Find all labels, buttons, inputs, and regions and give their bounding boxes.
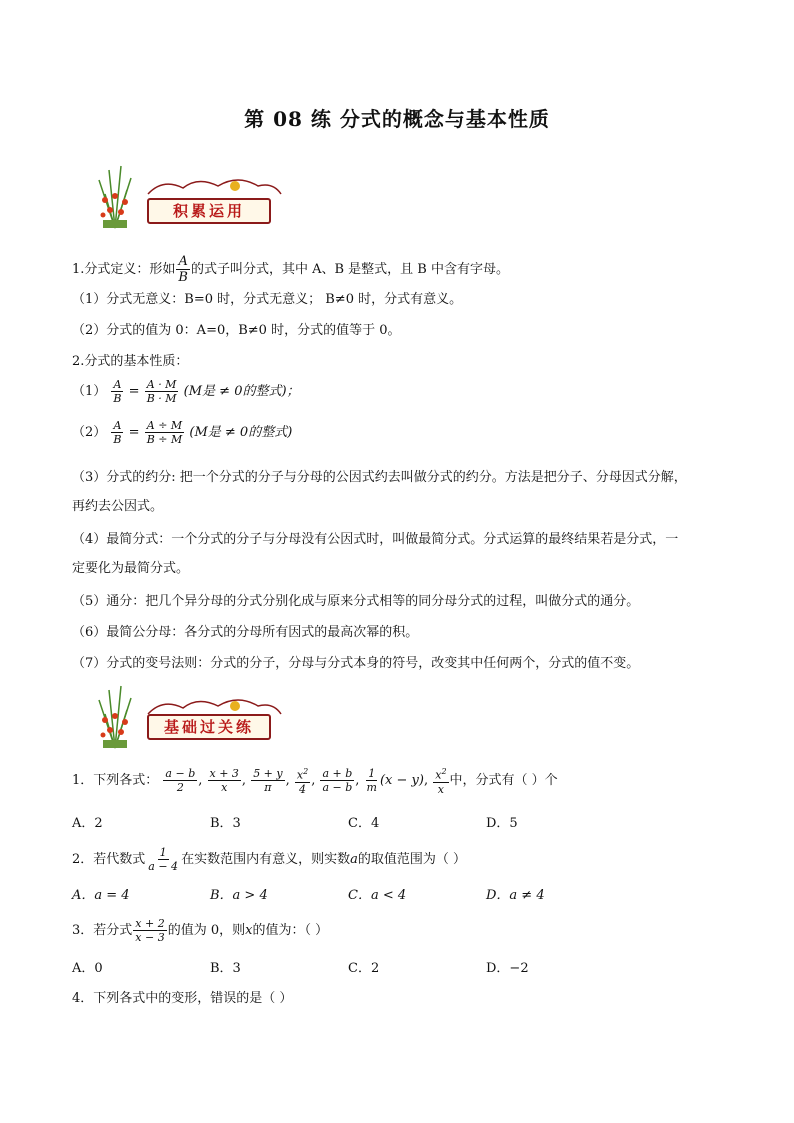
q2-text: 在实数范围内有意义，则实数 xyxy=(181,852,351,867)
sun-cloud-icon xyxy=(143,694,283,716)
definition-line-9: （5）通分：把几个异分母的分式分别化成与原来分式相等的同分母分式的过程，叫做分式的通分。 xyxy=(72,594,640,609)
q2-text: 的取值范围为（ ） xyxy=(357,852,466,867)
section-label-accumulate: 积累运用 xyxy=(147,198,271,224)
q1-option-a[interactable]: A．2 xyxy=(72,816,103,831)
expr-3: $\frac{5 + y}{\pi}$ xyxy=(253,766,283,794)
q3-option-d[interactable]: D．−2 xyxy=(486,961,529,976)
q3-option-c[interactable]: C．2 xyxy=(348,961,380,976)
section-banner-2 xyxy=(85,680,285,750)
q1-option-d[interactable]: D．5 xyxy=(486,816,518,831)
question-1-stem: 1．下列各式： $\frac{a - b}{2}$ , $\frac{x + 3}{x}$ , $\frac{5 + y}{\pi}$ , $\frac{x^2}{4}$ , $\frac{a + b}{a - b}$ , $\frac{1}{m}$ (x − y), $\frac{x^2}{x}$ 中，分式有（ ）个 xyxy=(72,766,558,796)
question-2-stem: 2．若代数式 $\frac{1}{a - 4}$ 在实数范围内有意义，则实数a的取值范围为（ ） xyxy=(72,846,466,873)
fraction-a-over-b: $\frac{A}{B}$ xyxy=(178,254,188,285)
expr-1: $\frac{a - b}{2}$ xyxy=(165,766,196,794)
definition-line-1 xyxy=(72,254,509,285)
question-4-stem: 4．下列各式中的变形，错误的是（ ） xyxy=(72,991,293,1006)
q2-text: 2．若代数式 xyxy=(72,852,146,867)
q3-text: 的值为 0，则 xyxy=(167,923,246,938)
expr-4: $\frac{x^2}{4}$ xyxy=(296,767,309,796)
property-line-1: （1） $\frac{A}{B}$ = $\frac{A \cdot M}{B \cdot M}$ (M是 ≠ 0的整式)； xyxy=(72,378,300,405)
definition-line-8a: （4）最简分式：一个分式的分子与分母没有公因式时，叫做最简分式。分式运算的最终结果若是分式，一 xyxy=(72,532,679,547)
prop-label: （1） xyxy=(72,384,107,399)
section-label-basic: 基础过关练 xyxy=(147,714,271,740)
expr-5: $\frac{a + b}{a - b}$ xyxy=(322,766,353,794)
definition-line-4: 2.分式的基本性质： xyxy=(72,354,189,369)
section-banner-1 xyxy=(85,160,285,230)
definition-line-7a: （3）分式的约分: 把一个分式的分子与分母的公因式约去叫做分式的约分。方法是把分子、分母因式分解， xyxy=(72,470,687,485)
definition-line-10: （6）最简公分母：各分式的分母所有因式的最高次幂的积。 xyxy=(72,625,419,640)
definition-line-2: （1）分式无意义：B=0 时，分式无意义； B≠0 时，分式有意义。 xyxy=(72,292,463,307)
sun-cloud-icon xyxy=(143,174,283,196)
q2-option-b[interactable]: B．a > 4 xyxy=(210,888,268,903)
definition-line-11: （7）分式的变号法则：分式的分子，分母与分式本身的符号，改变其中任何两个，分式的值不变。 xyxy=(72,656,640,671)
question-3-stem: 3．若分式 $\frac{x + 2}{x - 3}$ 的值为 0，则x的值为：（ ） xyxy=(72,917,329,944)
fraction-adivm-bdivm: $\frac{A \div M}{B \div M}$ xyxy=(146,419,183,446)
q2-option-c[interactable]: C．a < 4 xyxy=(348,888,407,903)
fraction-a-b: $\frac{A}{B}$ xyxy=(113,419,122,446)
q2-option-a[interactable]: A．a = 4 xyxy=(72,888,130,903)
expr-q3: $\frac{x + 2}{x - 3}$ xyxy=(135,917,165,944)
q3-option-a[interactable]: A．0 xyxy=(72,961,103,976)
prop-condition: (M是 ≠ 0的整式)； xyxy=(183,384,300,399)
q1-option-b[interactable]: B．3 xyxy=(210,816,241,831)
flower-icon xyxy=(85,680,145,750)
prop-condition: (M是 ≠ 0的整式) xyxy=(189,425,293,440)
q3-option-b[interactable]: B．3 xyxy=(210,961,241,976)
expr-q2: $\frac{1}{a - 4}$ xyxy=(148,846,179,873)
definition-line-7b: 再约去公因式。 xyxy=(72,499,164,514)
q1-text: 1．下列各式： xyxy=(72,772,159,788)
q1-option-c[interactable]: C．4 xyxy=(348,816,380,831)
expr-6: $\frac{1}{m}$ xyxy=(366,766,377,794)
q3-text: 3．若分式 xyxy=(72,923,133,938)
prop-label: （2） xyxy=(72,425,107,440)
fraction-a-b: $\frac{A}{B}$ xyxy=(113,378,122,405)
q1-text: 中，分式有（ ）个 xyxy=(449,772,558,788)
definition-line-3: （2）分式的值为 0：A=0，B≠0 时，分式的值等于 0。 xyxy=(72,323,401,338)
property-line-2: （2） $\frac{A}{B}$ = $\frac{A \div M}{B \div M}$ (M是 ≠ 0的整式) xyxy=(72,419,293,446)
q3-text: 的值为：（ ） xyxy=(252,923,329,938)
def-text: 的式子叫分式，其中 A、B 是整式，且 B 中含有字母。 xyxy=(190,262,509,277)
flower-icon xyxy=(85,160,145,230)
definition-line-8b: 定要化为最简分式。 xyxy=(72,561,190,576)
expr-2: $\frac{x + 3}{x}$ xyxy=(209,766,239,794)
expr-7: $\frac{x^2}{x}$ xyxy=(435,767,447,796)
q2-option-d[interactable]: D．a ≠ 4 xyxy=(486,888,545,903)
page-title: 第 08 练 分式的概念与基本性质 xyxy=(244,107,550,131)
fraction-am-bm: $\frac{A \cdot M}{B \cdot M}$ xyxy=(146,378,177,405)
def-text: 1.分式定义：形如 xyxy=(72,262,176,277)
